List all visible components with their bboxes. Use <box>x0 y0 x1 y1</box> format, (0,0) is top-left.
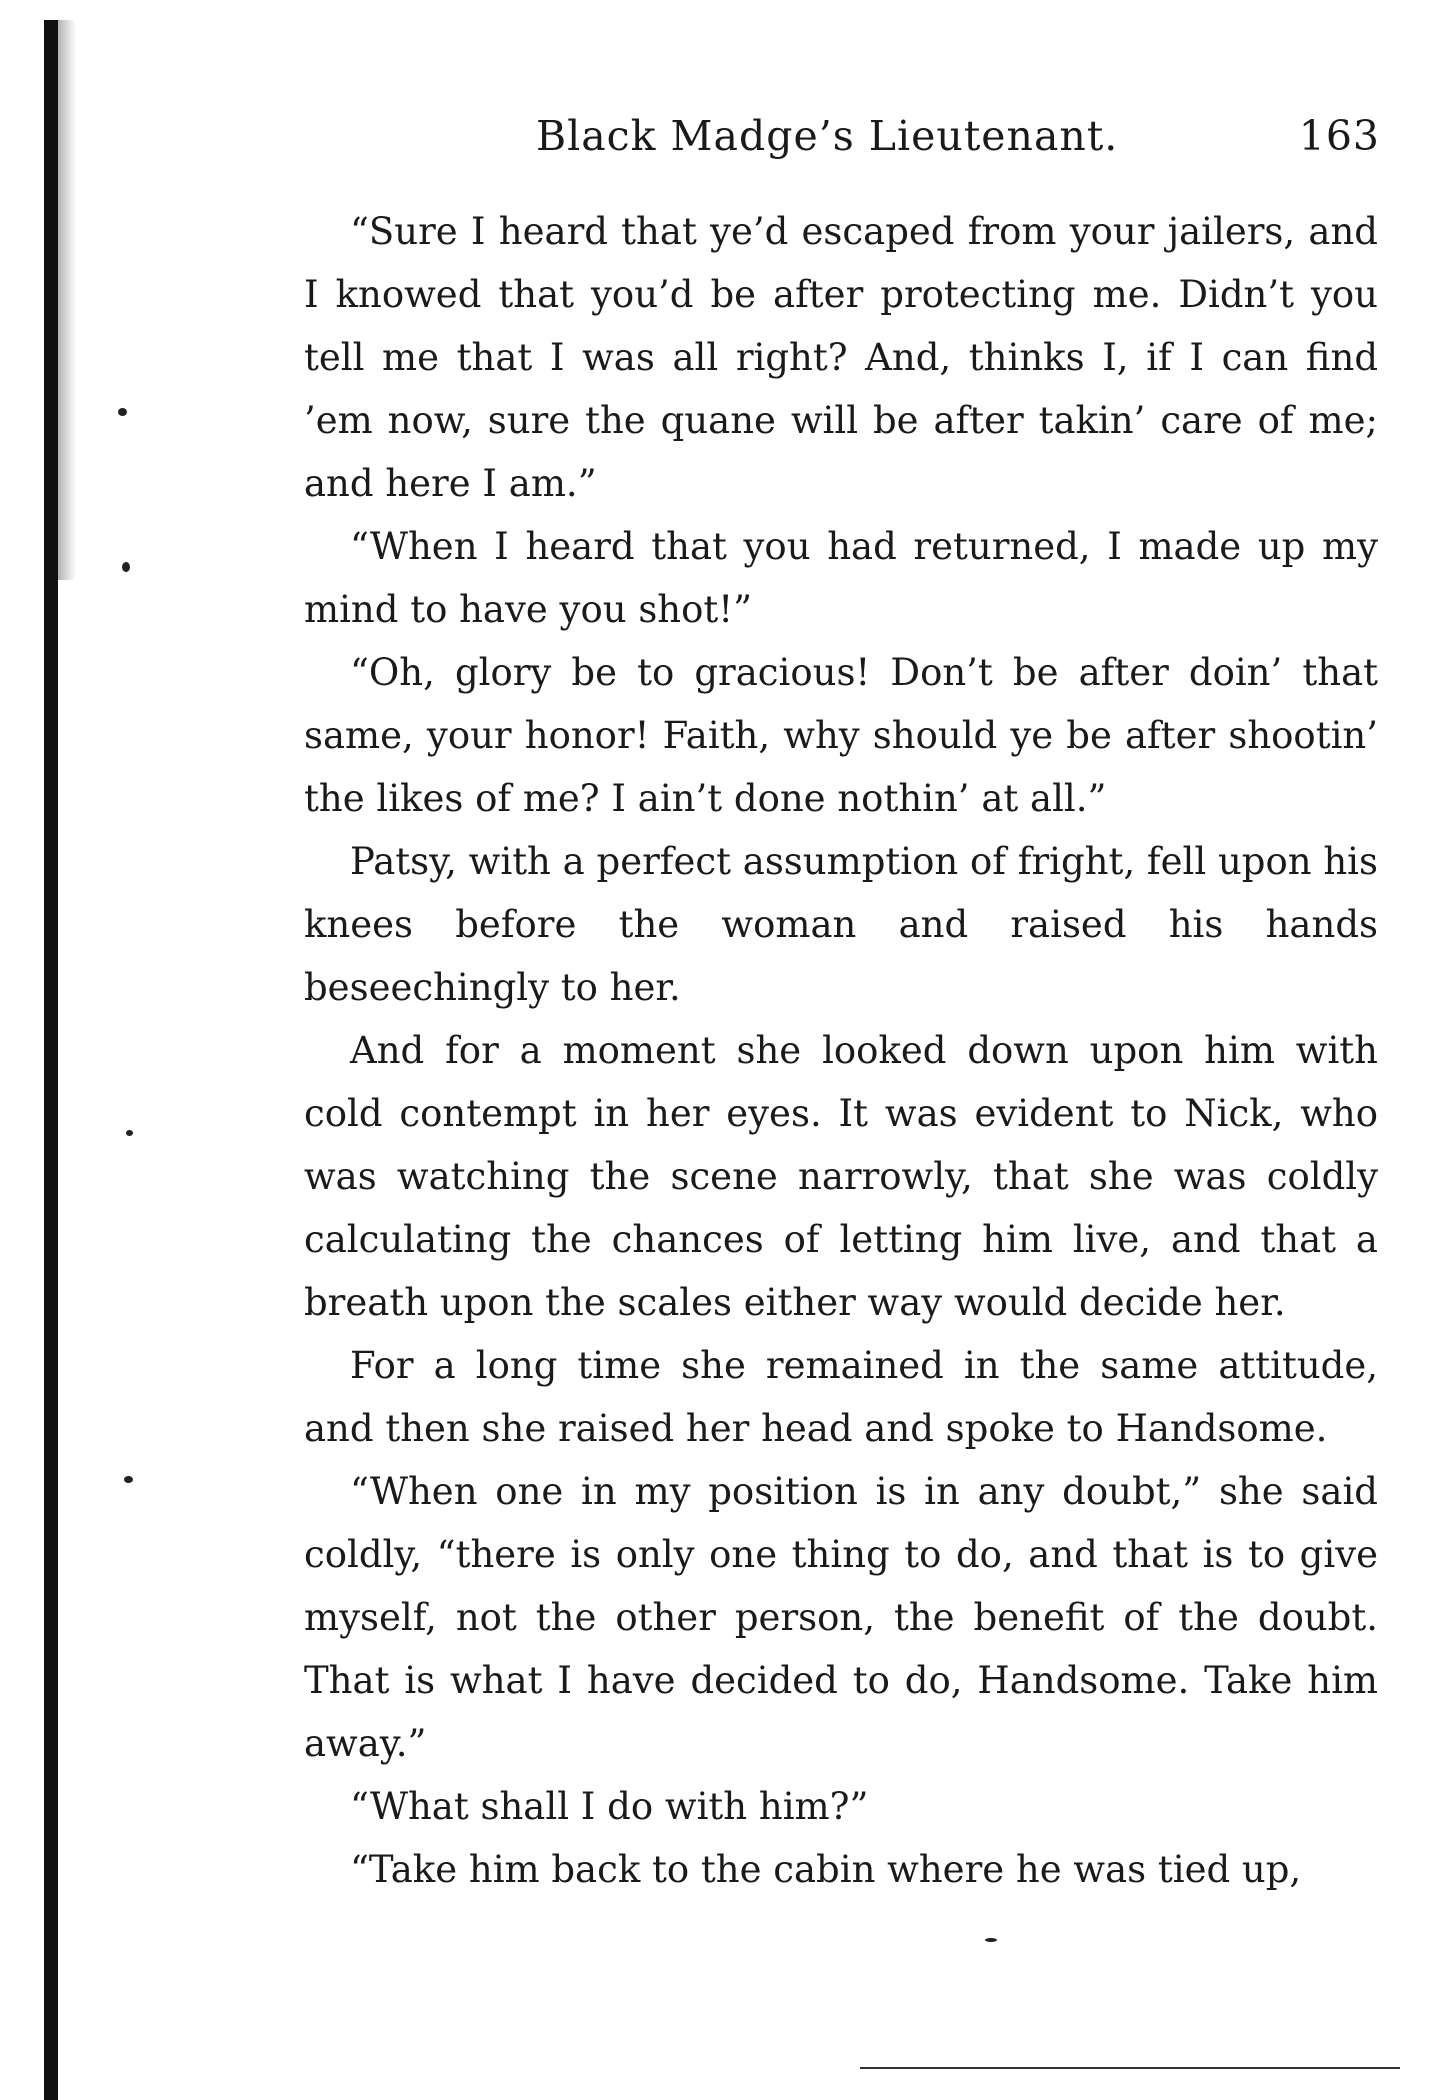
paragraph: “When one in my position is in any doubt,” she said coldly, “there is only one thing to do, and that is to give myself, not the other person, the benefit of the doubt. That is what I have decided to do, Handsome. Take him away.” <box>304 1470 1378 1765</box>
page-number: 163 <box>1298 112 1380 160</box>
paragraph: Patsy, with a perfect assumption of fright, fell upon his knees before the woman and raised his hands beseechingly to her. <box>304 840 1378 1009</box>
bottom-rule <box>860 2067 1400 2069</box>
binding-shadow <box>58 20 76 580</box>
page-header <box>300 100 1380 180</box>
ink-speck <box>124 1476 133 1483</box>
ink-speck <box>985 1938 997 1942</box>
ink-speck <box>126 1130 133 1136</box>
paragraph: And for a moment she looked down upon him with cold contempt in her eyes. It was evident to Nick, who was watching the scene narrowly, that she was coldly calculating the chances of letting him live, and that a breath upon the scales either way would decide her. <box>304 1029 1378 1324</box>
paragraph: “What shall I do with him?” <box>350 1785 869 1828</box>
running-head: Black Madge’s Lieutenant. <box>536 112 1119 160</box>
paragraph: “Sure I heard that ye’d escaped from your jailers, and I knowed that you’d be after protecting me. Didn’t you tell me that I was all right? And, thinks I, if I can find ’em now, sure the quane will be after takin’ care of me; and here I am.” <box>304 210 1378 505</box>
paragraph: “Oh, glory be to gracious! Don’t be after doin’ that same, your honor! Faith, why should ye be after shootin’ the likes of me? I ain’t done nothin’ at all.” <box>304 651 1378 820</box>
body-text <box>304 200 1378 1901</box>
ink-speck <box>118 408 127 416</box>
paragraph: “When I heard that you had returned, I made up my mind to have you shot!” <box>304 525 1378 631</box>
paragraph: “Take him back to the cabin where he was tied up, <box>350 1848 1302 1891</box>
page-binding-edge <box>44 20 58 2100</box>
ink-speck <box>122 562 130 572</box>
paragraph: For a long time she remained in the same attitude, and then she raised her head and spoke to Handsome. <box>304 1344 1378 1450</box>
